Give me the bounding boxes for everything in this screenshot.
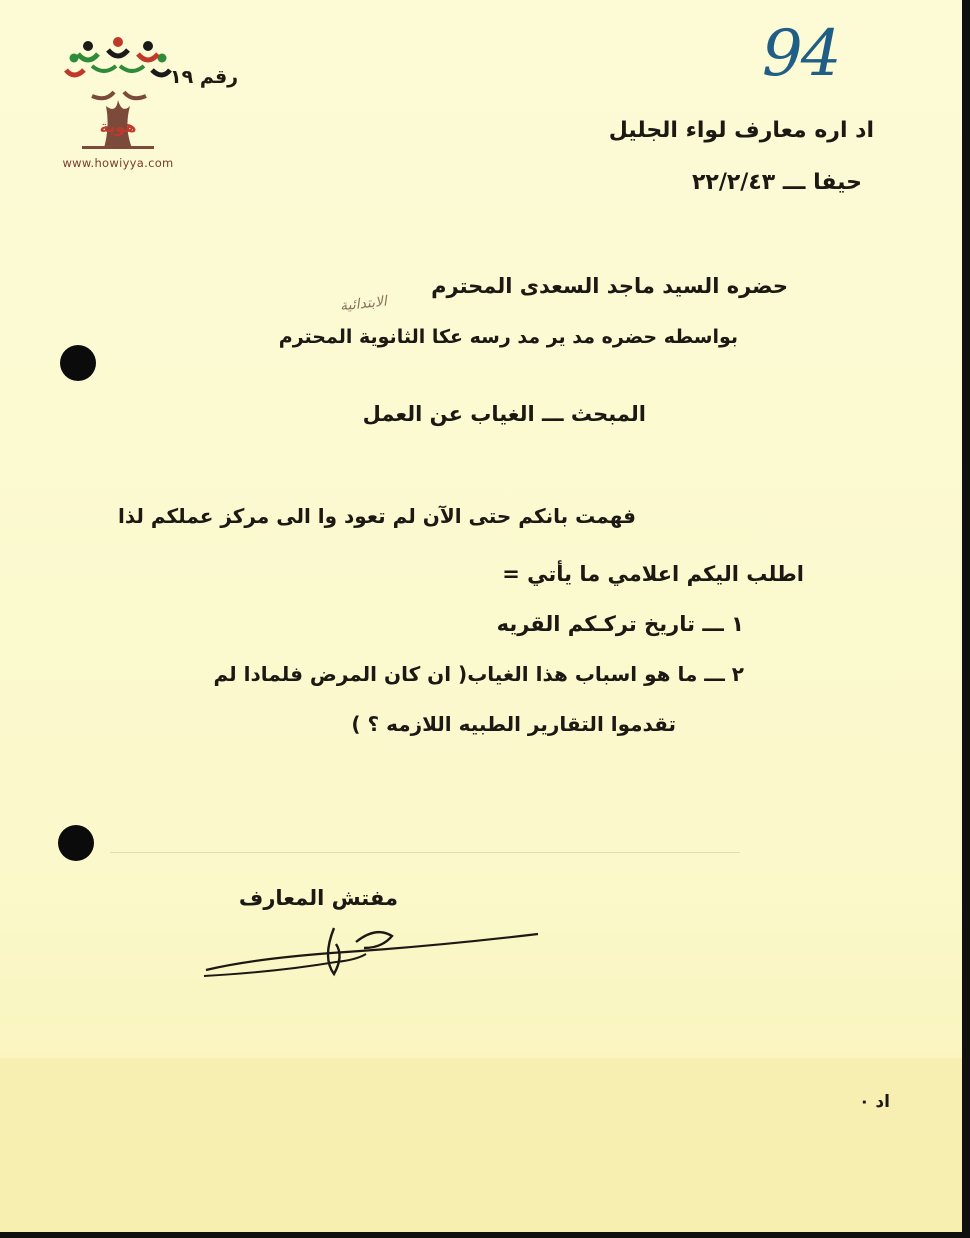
punch-hole-top [60,345,96,381]
watermark-url: www.howiyya.com [62,156,174,170]
paper-stain [0,1058,962,1232]
recipient-via: بواسطه حضره مد ير مد رسه عكا الثانوية المحترم [278,326,738,348]
body-line-1: فهمت بانكم حتى الآن لم تعود وا الى مركز عملكم لذا [117,504,636,528]
tree-logo-icon [52,36,184,154]
office-name: اد اره معارف لواء الجليل [608,118,874,143]
list-item-2-continued: تقدموا التقارير الطبيه اللازمه ؟ ) [351,712,676,736]
paper-fold-line [110,852,740,853]
recipient-name: حضره السيد ماجد السعدى المحترم [431,274,788,298]
handwritten-page-number: 94 [762,17,840,91]
place-and-date: حيفا ـــ ٢٢/٢/٤٣ [691,170,862,195]
footer-initials: اد ٠ [859,1092,890,1112]
howiyya-logo [52,36,184,176]
list-item-1: ١ ـــ تاريخ تركـكم القريه [496,612,744,636]
svg-text:هوية: هوية [99,117,137,136]
scan-edge-right [962,0,970,1238]
signatory-title: مفتش المعارف [238,886,398,910]
scan-edge-bottom [0,1232,970,1238]
subject-line: المبحث ـــ الغياب عن العمل [362,402,646,426]
body-line-2: اطلب اليكم اعلامي ما يأتي = [502,562,804,586]
punch-hole-bottom [58,825,94,861]
handwritten-correction: الابتدائية [339,293,388,315]
handwritten-signature [196,918,546,988]
list-item-2: ٢ ـــ ما هو اسباب هذا الغياب( ان كان المرض فلمادا لم [213,662,744,686]
reference-number: رقم ١٩ [170,66,239,88]
